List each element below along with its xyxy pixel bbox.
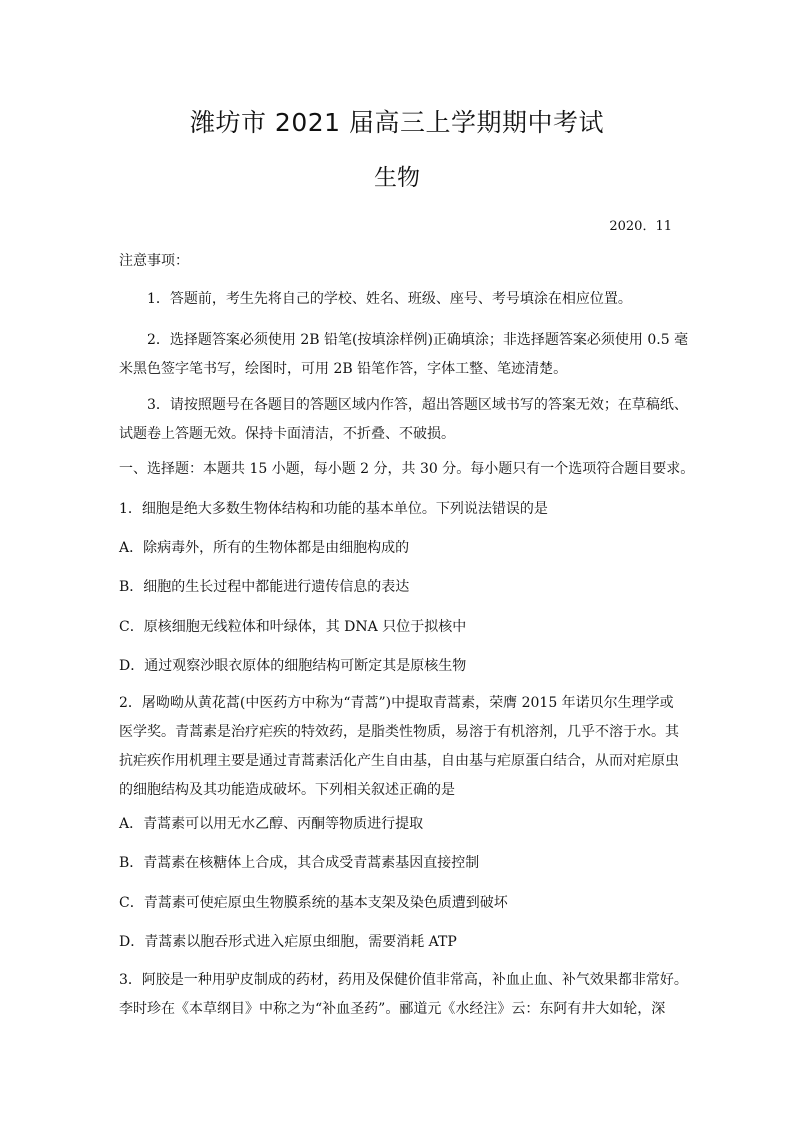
exam-date: 2020．11 xyxy=(609,219,672,234)
question-2-stem-line-3: 抗疟疾作用机理主要是通过青蒿素活化产生自由基，自由基与疟原蛋白结合，从而对疟原虫 xyxy=(119,753,679,769)
notice-item-2 xyxy=(119,326,689,384)
question-1-option-a: A．除病毒外，所有的生物体都是由细胞构成的 xyxy=(119,540,410,556)
question-2-stem xyxy=(119,689,679,805)
notice-item-1: 1．答题前，考生先将自己的学校、姓名、班级、座号、考号填涂在相应位置。 xyxy=(147,291,632,307)
notice-heading: 注意事项： xyxy=(119,253,189,269)
question-2-option-c: C．青蒿素可使疟原虫生物膜系统的基本支架及染色质遭到破坏 xyxy=(119,895,508,911)
section-heading: 一、选择题：本题共 15 小题，每小题 2 分，共 30 分。每小题只有一个选项符合题目要求。 xyxy=(119,461,695,477)
notice-item-2-line-2: 米黑色签字笔书写，绘图时，可用 2B 铅笔作答，字体工整、笔迹清楚。 xyxy=(119,361,568,377)
notice-item-2-line-1: 2．选择题答案必须使用 2B 铅笔(按填涂样例)正确填涂；非选择题答案必须使用 0.5 毫 xyxy=(147,332,689,348)
notice-item-3 xyxy=(119,391,688,449)
question-2-stem-line-4: 的细胞结构及其功能造成破坏。下列相关叙述正确的是 xyxy=(119,782,455,798)
question-3-stem-line-2: 李时珍在《本草纲目》中称之为“补血圣药”。郦道元《水经注》云：东阿有井大如轮，深 xyxy=(119,1001,666,1017)
question-1-option-b: B．细胞的生长过程中都能进行遗传信息的表达 xyxy=(119,579,410,595)
question-2-option-d: D．青蒿素以胞吞形式进入疟原虫细胞，需要消耗 ATP xyxy=(119,934,457,950)
notice-item-3-line-1: 3．请按照题号在各题目的答题区域内作答，超出答题区域书写的答案无效；在草稿纸、 xyxy=(147,397,688,413)
exam-subject: 生物 xyxy=(374,165,420,191)
question-1-stem: 1．细胞是绝大多数生物体结构和功能的基本单位。下列说法错误的是 xyxy=(119,501,548,517)
exam-title: 潍坊市 2021 届高三上学期期中考试 xyxy=(189,108,605,137)
question-1-option-d: D．通过观察沙眼衣原体的细胞结构可断定其是原核生物 xyxy=(119,658,467,674)
question-3-stem xyxy=(119,966,688,1024)
question-2-option-b: B．青蒿素在核糖体上合成，其合成受青蒿素基因直接控制 xyxy=(119,855,480,871)
question-2-stem-line-1: 2．屠呦呦从黄花蒿(中医药方中称为“青蒿”)中提取青蒿素，荣膺 2015 年诺贝尔生理学或 xyxy=(119,695,674,711)
question-2-stem-line-2: 医学奖。青蒿素是治疗疟疾的特效药，是脂类性物质，易溶于有机溶剂，几乎不溶于水。其 xyxy=(119,724,679,740)
notice-item-3-line-2: 试题卷上答题无效。保持卡面清洁，不折叠、不破损。 xyxy=(119,426,455,442)
question-3-stem-line-1: 3．阿胶是一种用驴皮制成的药材，药用及保健价值非常高，补血止血、补气效果都非常好。 xyxy=(119,972,688,988)
question-1-option-c: C．原核细胞无线粒体和叶绿体，其 DNA 只位于拟核中 xyxy=(119,619,467,635)
question-2-option-a: A．青蒿素可以用无水乙醇、丙酮等物质进行提取 xyxy=(119,816,424,832)
